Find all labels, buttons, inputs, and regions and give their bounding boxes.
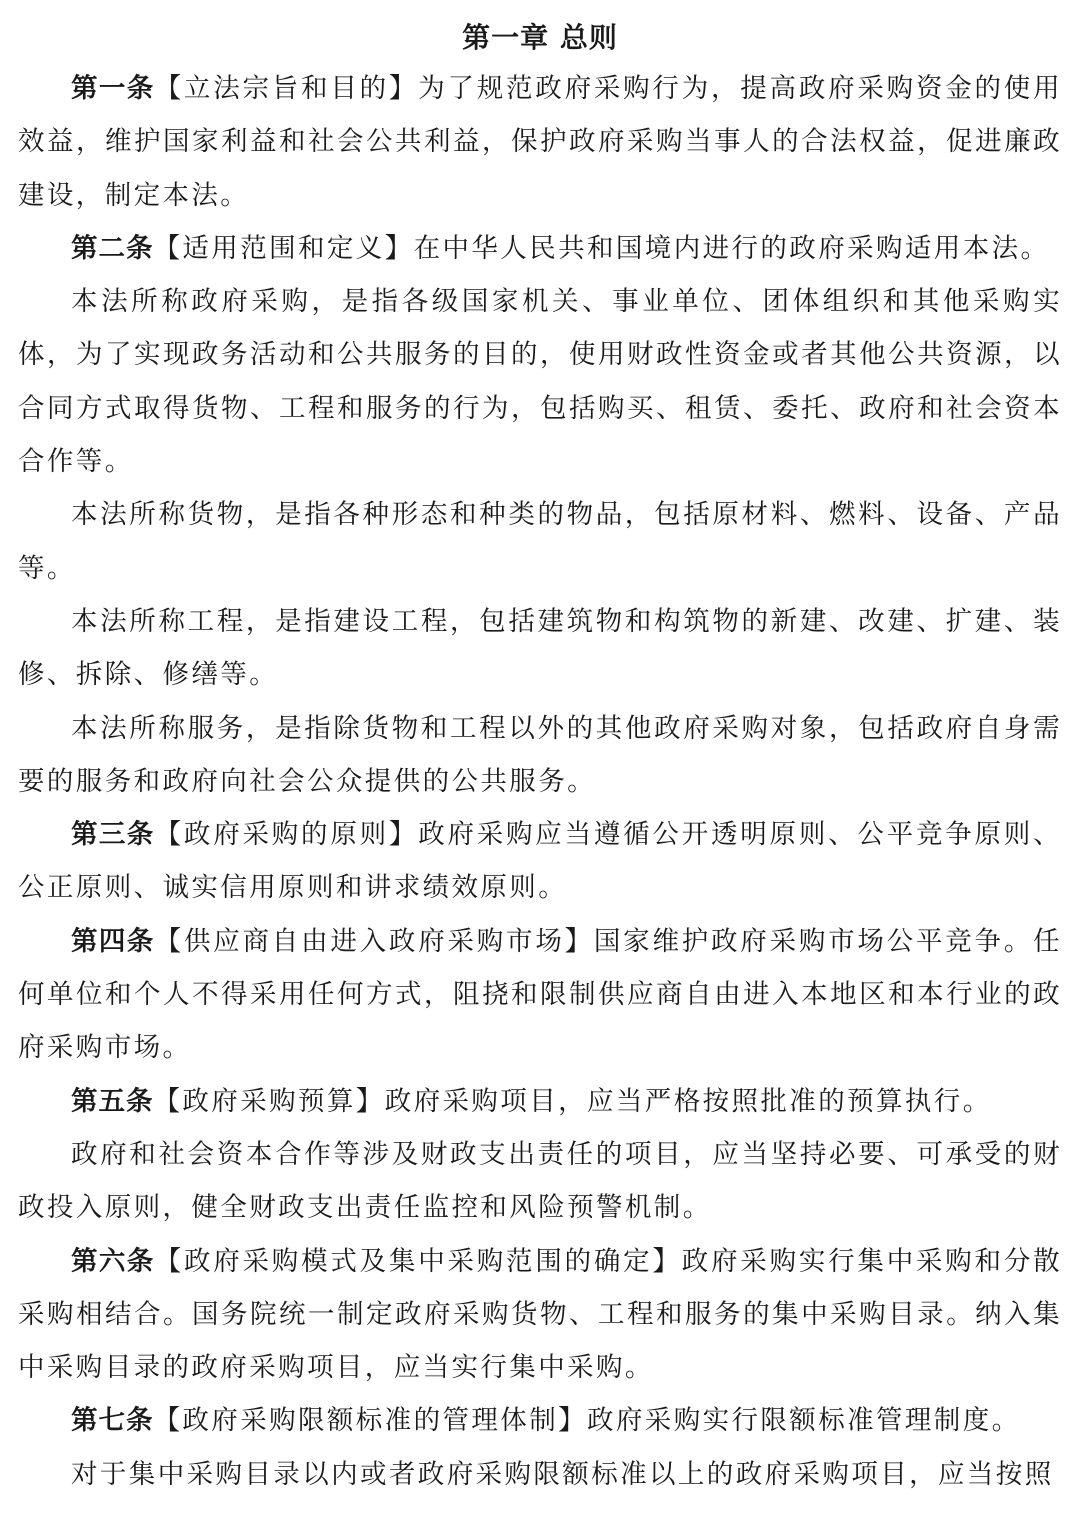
article-7-paragraph [18,1394,1062,1447]
article-heading: 【政府采购的原则】 [154,819,419,851]
paragraph-text: 国家维护政府采购市场公平竞争。任何单位和个人不得采用任何方式，阻挠和限制供应商自由进入本地区和本行业的政府采购市场。 [18,925,1063,1064]
article-7-subparagraph [18,1448,1062,1501]
paragraph-text: 本法所称政府采购，是指各级国家机关、事业单位、团体组织和其他采购实体，为了实现政务活动和公共服务的目的，使用财政性资金或者其他公共资源，以合同方式取得货物、工程和服务的行为，包括购买、租赁、委托、政府和社会资本合作等。 [18,286,1062,478]
article-number: 第二条 [71,232,154,264]
article-2-paragraph [18,222,1062,275]
article-number: 第一条 [71,73,155,104]
article-6-paragraph [18,1235,1062,1395]
article-number: 第五条 [71,1085,154,1117]
paragraph-text: 对于集中采购目录以内或者政府采购限额标准以上的政府采购项目，应当按照 [71,1458,1054,1490]
article-5-paragraph [18,1075,1062,1128]
chapter-title: 第一章 总则 [462,21,618,54]
article-2-definition-procurement [18,275,1062,488]
article-number: 第四条 [71,925,155,957]
article-4-paragraph [18,915,1062,1075]
paragraph-text: 本法所称服务，是指除货物和工程以外的其他政府采购对象，包括政府自身需要的服务和政府向社会公众提供的公共服务。 [18,712,1062,797]
article-heading: 【立法宗旨和目的】 [154,73,419,104]
article-3-paragraph [18,808,1062,915]
article-2-definition-works [18,595,1062,702]
paragraph-text: 政府采购应当遵循公开透明原则、公平竞争原则、公正原则、诚实信用原则和讲求绩效原则。 [18,819,1062,904]
article-heading: 【政府采购预算】 [153,1085,385,1117]
paragraph-text: 政府采购项目，应当严格按照批准的预算执行。 [384,1085,992,1117]
paragraph-text: 政府采购实行限额标准管理制度。 [587,1405,1021,1437]
article-heading: 【供应商自由进入政府采购市场】 [154,925,594,957]
article-heading: 【政府采购模式及集中采购范围的确定】 [154,1245,682,1277]
article-1-paragraph [18,62,1062,222]
article-2-definition-goods [18,488,1062,595]
paragraph-text: 为了规范政府采购行为，提高政府采购资金的使用效益，维护国家利益和社会公共利益，保护政府采购当事人的合法权益，促进廉政建设，制定本法。 [18,73,1062,211]
article-number: 第三条 [71,819,155,851]
paragraph-text: 本法所称货物，是指各种形态和种类的物品，包括原材料、燃料、设备、产品等。 [18,499,1062,584]
article-number: 第七条 [71,1405,154,1437]
article-heading: 【政府采购限额标准的管理体制】 [153,1405,587,1437]
paragraph-text: 本法所称工程，是指建设工程，包括建筑物和构筑物的新建、改建、扩建、装修、拆除、修缮等。 [18,605,1062,691]
paragraph-text: 在中华人民共和国境内进行的政府采购适用本法。 [413,232,1050,264]
article-number: 第六条 [71,1245,155,1277]
paragraph-text: 政府和社会资本合作等涉及财政支出责任的项目，应当坚持必要、可承受的财政投入原则，健全财政支出责任监控和风险预警机制。 [18,1138,1062,1224]
article-heading: 【适用范围和定义】 [153,232,414,264]
article-2-definition-services [18,702,1062,809]
article-5-subparagraph [18,1128,1062,1235]
paragraph-text: 政府采购实行集中采购和分散采购相结合。国务院统一制定政府采购货物、工程和服务的集中采购目录。纳入集中采购目录的政府采购项目，应当实行集中采购。 [18,1245,1063,1384]
